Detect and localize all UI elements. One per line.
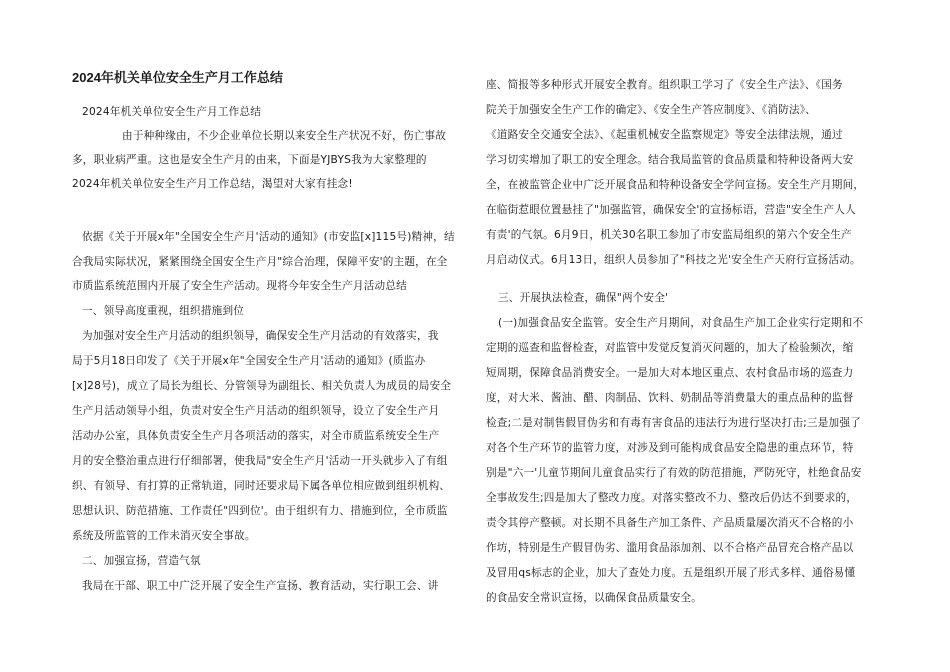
body-line: 我局在干部、职工中广泛开展了安全生产宣扬、教育活动，实行职工会、讲 bbox=[82, 580, 439, 592]
body-line: 及冒用qs标志的企业，加大了查处力度。五是组织开展了形式多样、通俗易懂 bbox=[486, 567, 856, 579]
body-line: 由于种种缘由，不少企业单位长期以来安全生产状况不好，伤亡事故 bbox=[122, 130, 447, 142]
body-line: 全事故发生;四是加大了整改力度。对落实整改不力、整改后仍达不到要求的， bbox=[486, 492, 858, 504]
body-line: 别是"六一'儿童节期间儿童食品实行了有效的防范措施，严防死守，杜绝食品安 bbox=[486, 467, 862, 479]
body-line: 全，在被监管企业中广泛开展食品和特种设备安全学问宣扬。安全生产月期间， bbox=[486, 179, 865, 191]
body-line: 月启动仪式。6月13日，组织人员参加了"科技之光'安全生产天府行宣扬活动。 bbox=[486, 254, 861, 266]
body-line: 《道路安全交通安全法》、《起重机械安全监察规定》等安全法律法规，通过 bbox=[486, 129, 843, 141]
section-heading: 二、加强宣扬，营造气氛 bbox=[82, 555, 201, 567]
body-line: 合我局实际状况，紧紧围绕全国安全生产月"综合治理，保障平安'的主题，在全 bbox=[72, 256, 448, 268]
body-line: 2024年机关单位安全生产月工作总结，渴望对大家有挂念! bbox=[72, 178, 353, 190]
body-line: 局于5月18日印发了《关于开展x年"全国安全生产月'活动的通知》(质监办 bbox=[72, 355, 426, 367]
body-line: 思想认识、防范措施、工作责任"四到位'。由于组织有力、措施到位，全市质监 bbox=[72, 505, 448, 517]
body-line: 月的安全整治重点进行仔细部署，使我局"安全生产月'活动一开头就步入了有组 bbox=[72, 455, 448, 467]
body-line: 对各个生产环节的监管力度，对涉及到可能构成食品安全隐患的重点环节，特 bbox=[486, 442, 854, 454]
body-line: 织、有领导、有打算的正常轨道，同时还要求局下属各单位相应做到组织机构、 bbox=[72, 480, 451, 492]
body-line: 在临街惹眼位置悬挂了"加强监管，确保安全'的宣扬标语，营造"安全生产人人 bbox=[486, 204, 856, 216]
document-title: 2024年机关单位安全生产月工作总结 bbox=[72, 70, 283, 85]
body-line: 的食品安全常识宣扬，以确保食品质量安全。 bbox=[486, 592, 703, 604]
body-line: (一)加强食品安全监管。安全生产月期间，对食品生产加工企业实行定期和不 bbox=[498, 317, 864, 329]
body-line: 责令其停产整顿。对长期不具备生产加工条件、产品质量屡次消灭不合格的小 bbox=[486, 517, 854, 529]
body-line: 多，职业病严重。这也是安全生产月的由来，下面是YJBYS我为大家整理的 bbox=[72, 154, 427, 166]
body-line: 院关于加强安全生产工作的确定》、《安全生产答应制度》、《消防法》、 bbox=[486, 104, 817, 116]
body-line: [x]28号)，成立了局长为组长、分管领导为副组长、相关负责人为成员的局安全 bbox=[72, 380, 452, 392]
body-line: 为加强对安全生产月活动的组织领导，确保安全生产月活动的有效落实，我 bbox=[82, 330, 439, 342]
body-line: 依据《关于开展x年"全国安全生产月'活动的通知》(市安监[x]115号)精神，结 bbox=[82, 231, 455, 243]
body-line: 学习切实增加了职工的安全理念。结合我局监管的食品质量和特种设备两大安 bbox=[486, 154, 854, 166]
body-line: 定期的巡查和监督检查，对监管中发觉反复消灭问题的，加大了检验频次，缩 bbox=[486, 342, 854, 354]
body-line: 检查;二是对制售假冒伪劣和有毒有害食品的违法行为进行坚决打击;三是加强了 bbox=[486, 417, 861, 429]
body-line: 生产月活动领导小组，负责对安全生产月活动的组织领导，设立了安全生产月 bbox=[72, 405, 440, 417]
body-line: 活动办公室，具体负责安全生产月各项活动的落实，对全市质监系统安全生产 bbox=[72, 430, 440, 442]
body-line: 系统及所监管的工作未消灭安全事故。 bbox=[72, 530, 256, 542]
body-line: 市质监系统范围内开展了安全生产活动。现将今年安全生产月活动总结 bbox=[72, 280, 407, 292]
body-line: 2024年机关单位安全生产月工作总结 bbox=[82, 106, 262, 118]
section-heading: 三、开展执法检查，确保"两个安全' bbox=[498, 292, 669, 304]
body-line: 作坊，特别是生产假冒伪劣、滥用食品添加剂、以不合格产品冒充合格产品以 bbox=[486, 542, 854, 554]
body-line: 度，对大米、酱油、醋、肉制品、饮料、奶制品等消费量大的重点品种的监督 bbox=[486, 392, 854, 404]
section-heading: 一、领导高度重视，组织措施到位 bbox=[82, 305, 245, 317]
body-line: 有责'的气氛。6月9日，机关30名职工参加了市安监局组织的第六个安全生产 bbox=[486, 229, 852, 241]
body-line: 座、简报等多种形式开展安全教育。组织职工学习了《安全生产法》、《国务 bbox=[486, 79, 843, 91]
body-line: 短周期，保障食品消费安全。一是加大对本地区重点、农村食品市场的巡查力 bbox=[486, 367, 854, 379]
